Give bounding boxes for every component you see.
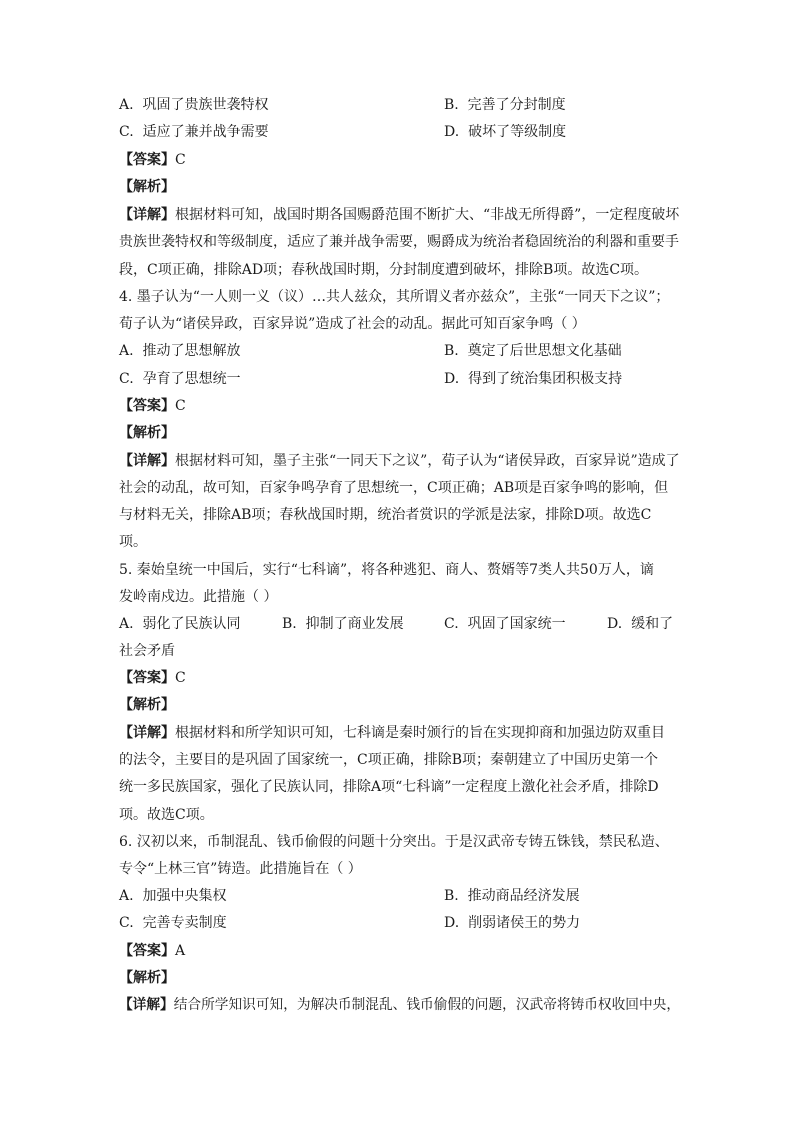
q5-detail-line-3: 统一多民族国家，强化了民族认同，排除A项“七科谪”一定程度上激化社会矛盾，排除D xyxy=(119,779,659,795)
q5-stem-line-2: 发岭南戍边。此措施（ ） xyxy=(119,589,278,605)
q3-option-a: A. 巩固了贵族世袭特权 xyxy=(119,97,269,113)
q4-answer: 【答案】C xyxy=(119,398,186,414)
q5-detail-line-1: 【详解】根据材料和所学知识可知，七科谪是秦时颁行的旨在实现抑商和加强边防双重目 xyxy=(119,725,665,741)
q4-detail-line-2: 社会的动乱，故可知，百家争鸣孕育了思想统一，C项正确；AB项是百家争鸣的影响，但 xyxy=(119,480,669,496)
q3-option-b: B. 完善了分封制度 xyxy=(444,97,566,113)
q4-detail-line-1: 【详解】根据材料可知，墨子主张“一同天下之议”，荀子认为“诸侯异政，百家异说”造成了 xyxy=(119,453,680,469)
q5-option-d: D. 缓和了 xyxy=(607,616,674,632)
q4-detail-line-4: 项。 xyxy=(119,534,147,550)
q3-detail-line-3: 段，C项正确，排除AD项；春秋战国时期，分封制度遭到破坏，排除B项。故选C项。 xyxy=(119,262,649,278)
q4-option-b: B. 奠定了后世思想文化基础 xyxy=(444,343,622,359)
q6-option-b: B. 推动商品经济发展 xyxy=(444,888,580,904)
q6-detail-line-1: 【详解】结合所学知识可知，为解决币制混乱、钱币偷假的问题，汉武帝将铸币权收回中央， xyxy=(119,997,681,1013)
q5-stem-line-1: 5. 秦始皇统一中国后，实行“七科谪”，将各种逃犯、商人、赘婿等7类人共50万人，谪 xyxy=(119,562,654,578)
q4-stem-line-1: 4. 墨子认为“一人则一义（议）…共人兹众，其所谓义者亦兹众”，主张“一同天下之议”； xyxy=(119,289,670,305)
q6-stem-line-1: 6. 汉初以来，币制混乱、钱币偷假的问题十分突出。于是汉武帝专铸五铢钱，禁民私造、 xyxy=(119,834,669,850)
q4-analysis-label: 【解析】 xyxy=(119,425,175,441)
q5-option-d-wrap: 社会矛盾 xyxy=(119,643,175,659)
q6-analysis-label: 【解析】 xyxy=(119,970,175,986)
q3-answer: 【答案】C xyxy=(119,152,186,168)
q3-option-c: C. 适应了兼并战争需要 xyxy=(119,124,269,140)
q5-detail-line-4: 项。故选C项。 xyxy=(119,807,214,823)
q3-detail-line-2: 贵族世袭特权和等级制度，适应了兼并战争需要，赐爵成为统治者稳固统治的利器和重要手 xyxy=(119,234,679,250)
q4-option-a: A. 推动了思想解放 xyxy=(119,343,241,359)
q3-analysis-label: 【解析】 xyxy=(119,179,175,195)
q4-option-d: D. 得到了统治集团积极支持 xyxy=(444,371,623,387)
q5-answer: 【答案】C xyxy=(119,670,186,686)
q3-detail-line-1: 【详解】根据材料可知，战国时期各国赐爵范围不断扩大、“非战无所得爵”，一定程度破坏 xyxy=(119,207,680,223)
q5-option-a: A. 弱化了民族认同 xyxy=(119,616,241,632)
q6-answer: 【答案】A xyxy=(119,943,186,959)
q5-option-c: C. 巩固了国家统一 xyxy=(444,616,566,632)
q5-option-b: B. 抑制了商业发展 xyxy=(282,616,404,632)
q4-stem-line-2: 荀子认为“诸侯异政，百家异说”造成了社会的动乱。据此可知百家争鸣（ ） xyxy=(119,316,586,332)
q6-option-c: C. 完善专卖制度 xyxy=(119,915,227,931)
q4-detail-line-3: 与材料无关，排除AB项；春秋战国时期，统治者赏识的学派是法家，排除D项。故选C xyxy=(119,507,652,523)
q5-detail-line-2: 的法令，主要目的是巩固了国家统一，C项正确，排除B项；秦朝建立了中国历史第一个 xyxy=(119,752,658,768)
q3-option-d: D. 破坏了等级制度 xyxy=(444,124,567,140)
q6-option-d: D. 削弱诸侯王的势力 xyxy=(444,915,581,931)
q6-option-a: A. 加强中央集权 xyxy=(119,888,227,904)
q6-stem-line-2: 专令“上林三官”铸造。此措施旨在（ ） xyxy=(119,861,362,877)
q4-option-c: C. 孕育了思想统一 xyxy=(119,371,241,387)
q5-analysis-label: 【解析】 xyxy=(119,697,175,713)
